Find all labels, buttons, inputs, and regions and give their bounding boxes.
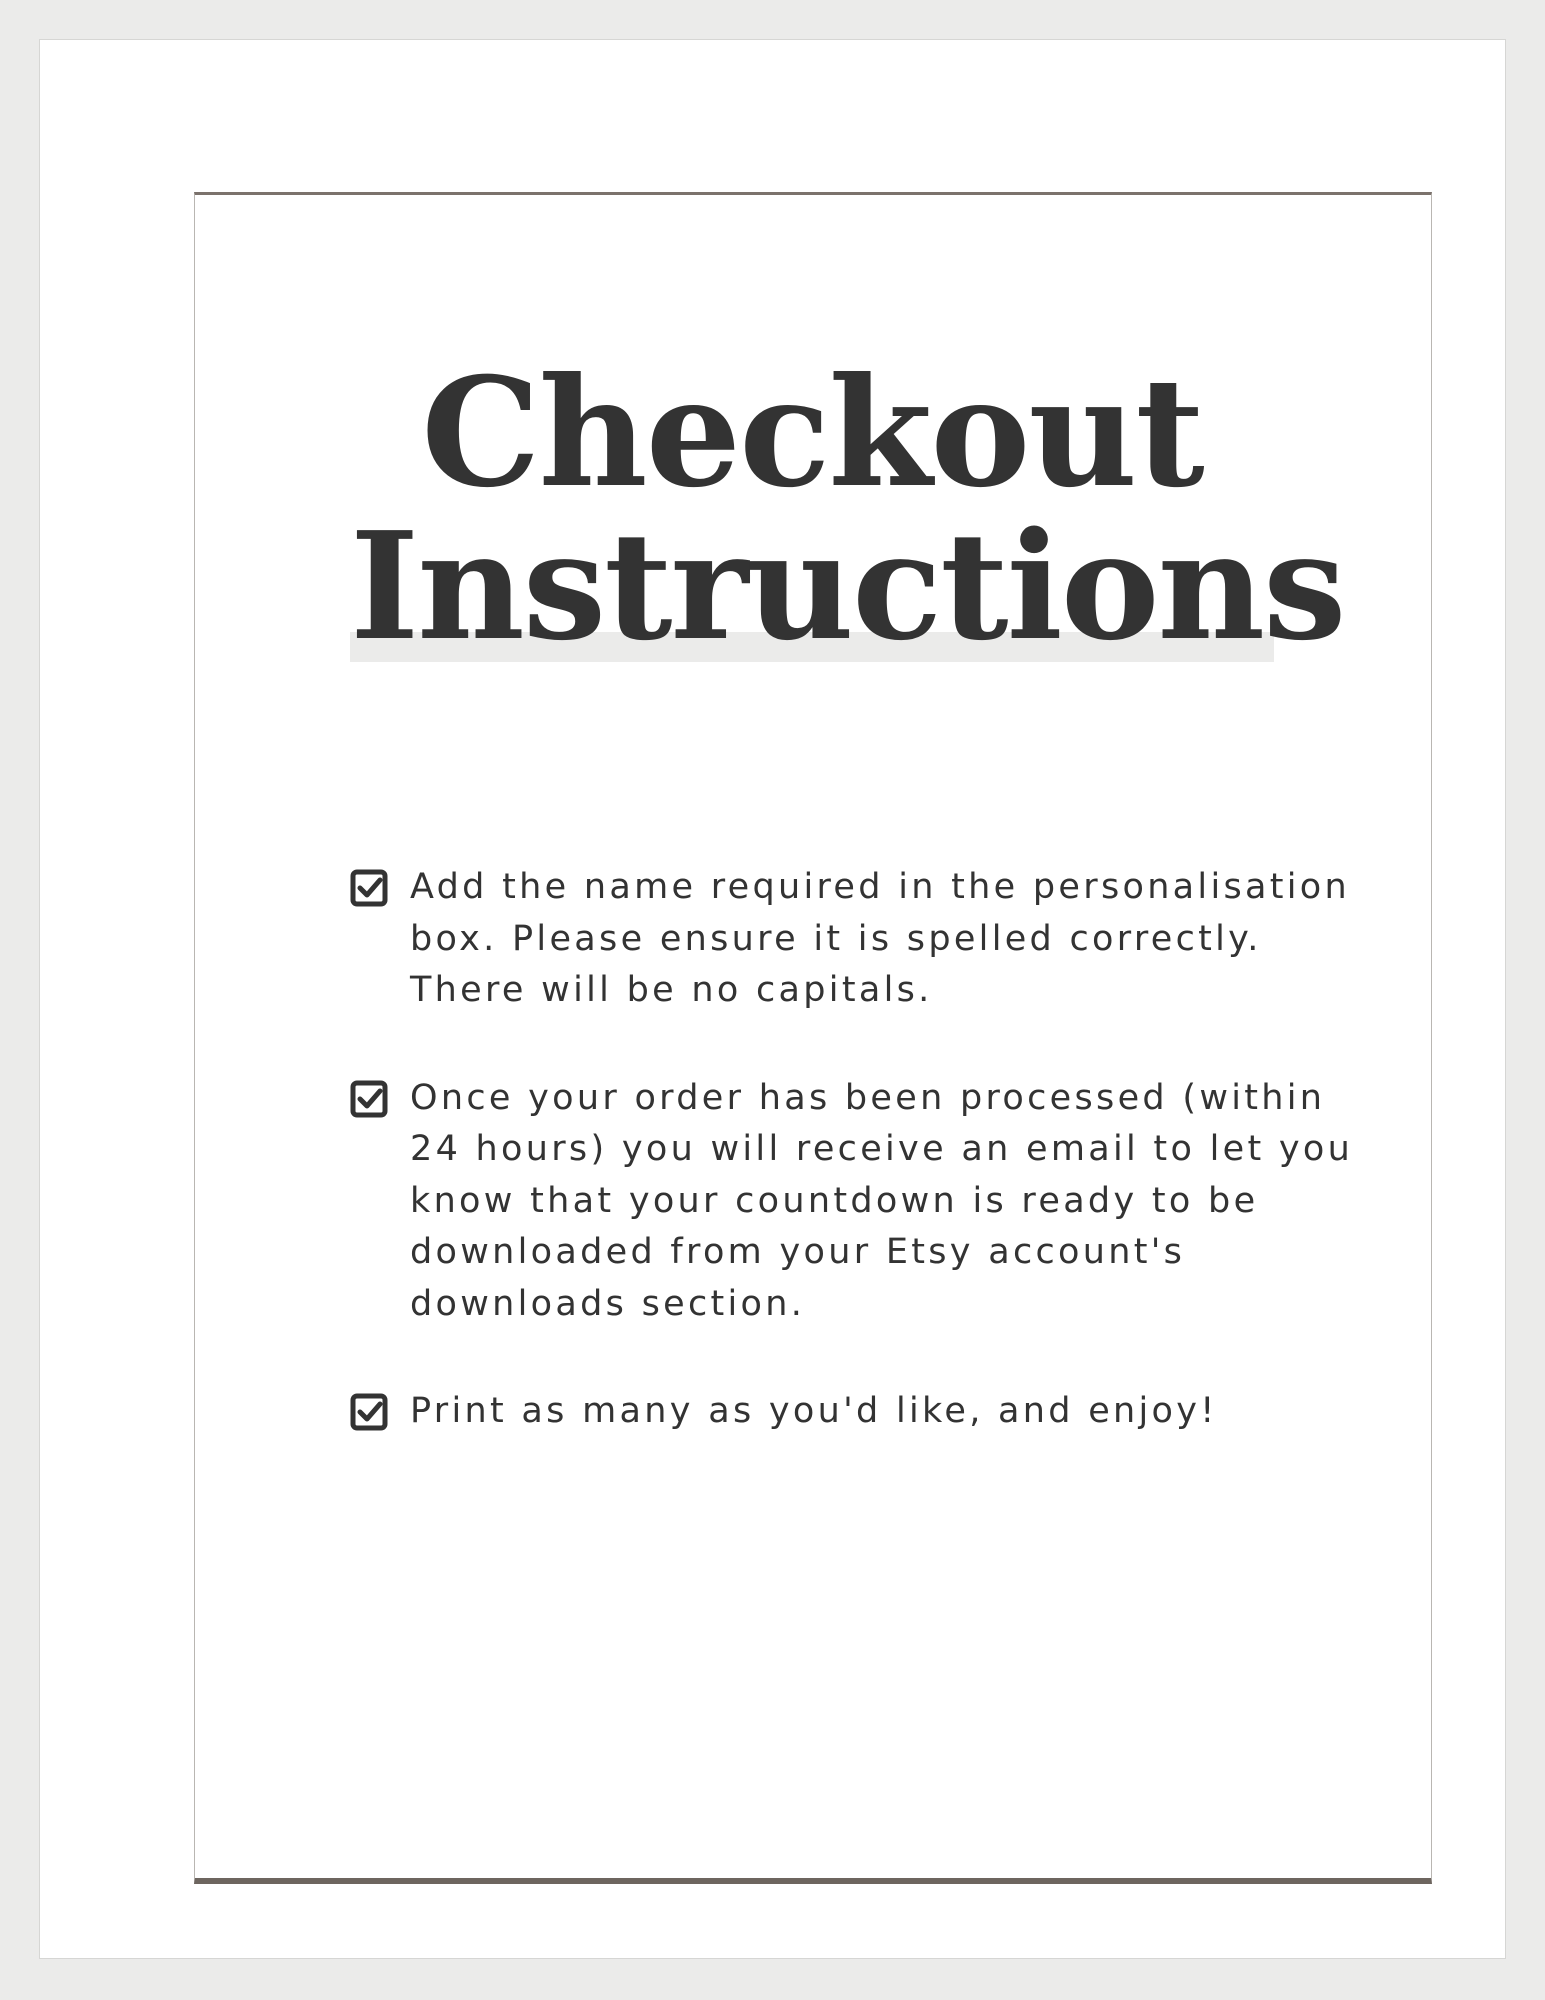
- title-line-instructions: Instructions: [350, 499, 1345, 673]
- checkbox-checked-icon: [350, 1080, 388, 1118]
- instruction-text: Print as many as you'd like, and enjoy!: [410, 1391, 1218, 1431]
- instruction-item: [350, 862, 1390, 1017]
- instruction-item: [350, 1386, 1390, 1438]
- checkbox-checked-icon: [350, 1393, 388, 1431]
- document-page: [39, 39, 1506, 1959]
- checkbox-checked-icon: [350, 869, 388, 907]
- instruction-item: [350, 1073, 1390, 1331]
- title-line-checkout: Checkout: [421, 345, 1203, 521]
- page-title: [350, 345, 1345, 673]
- instruction-text: Add the name required in the personalisation box. Please ensure it is spelled correctly. There will be no capitals.: [410, 867, 1350, 1010]
- instruction-list: [350, 862, 1390, 1494]
- instruction-text: Once your order has been processed (within 24 hours) you will receive an email to let you know that your countdown is ready to be downloaded from your Etsy account's downloads section.: [410, 1077, 1354, 1324]
